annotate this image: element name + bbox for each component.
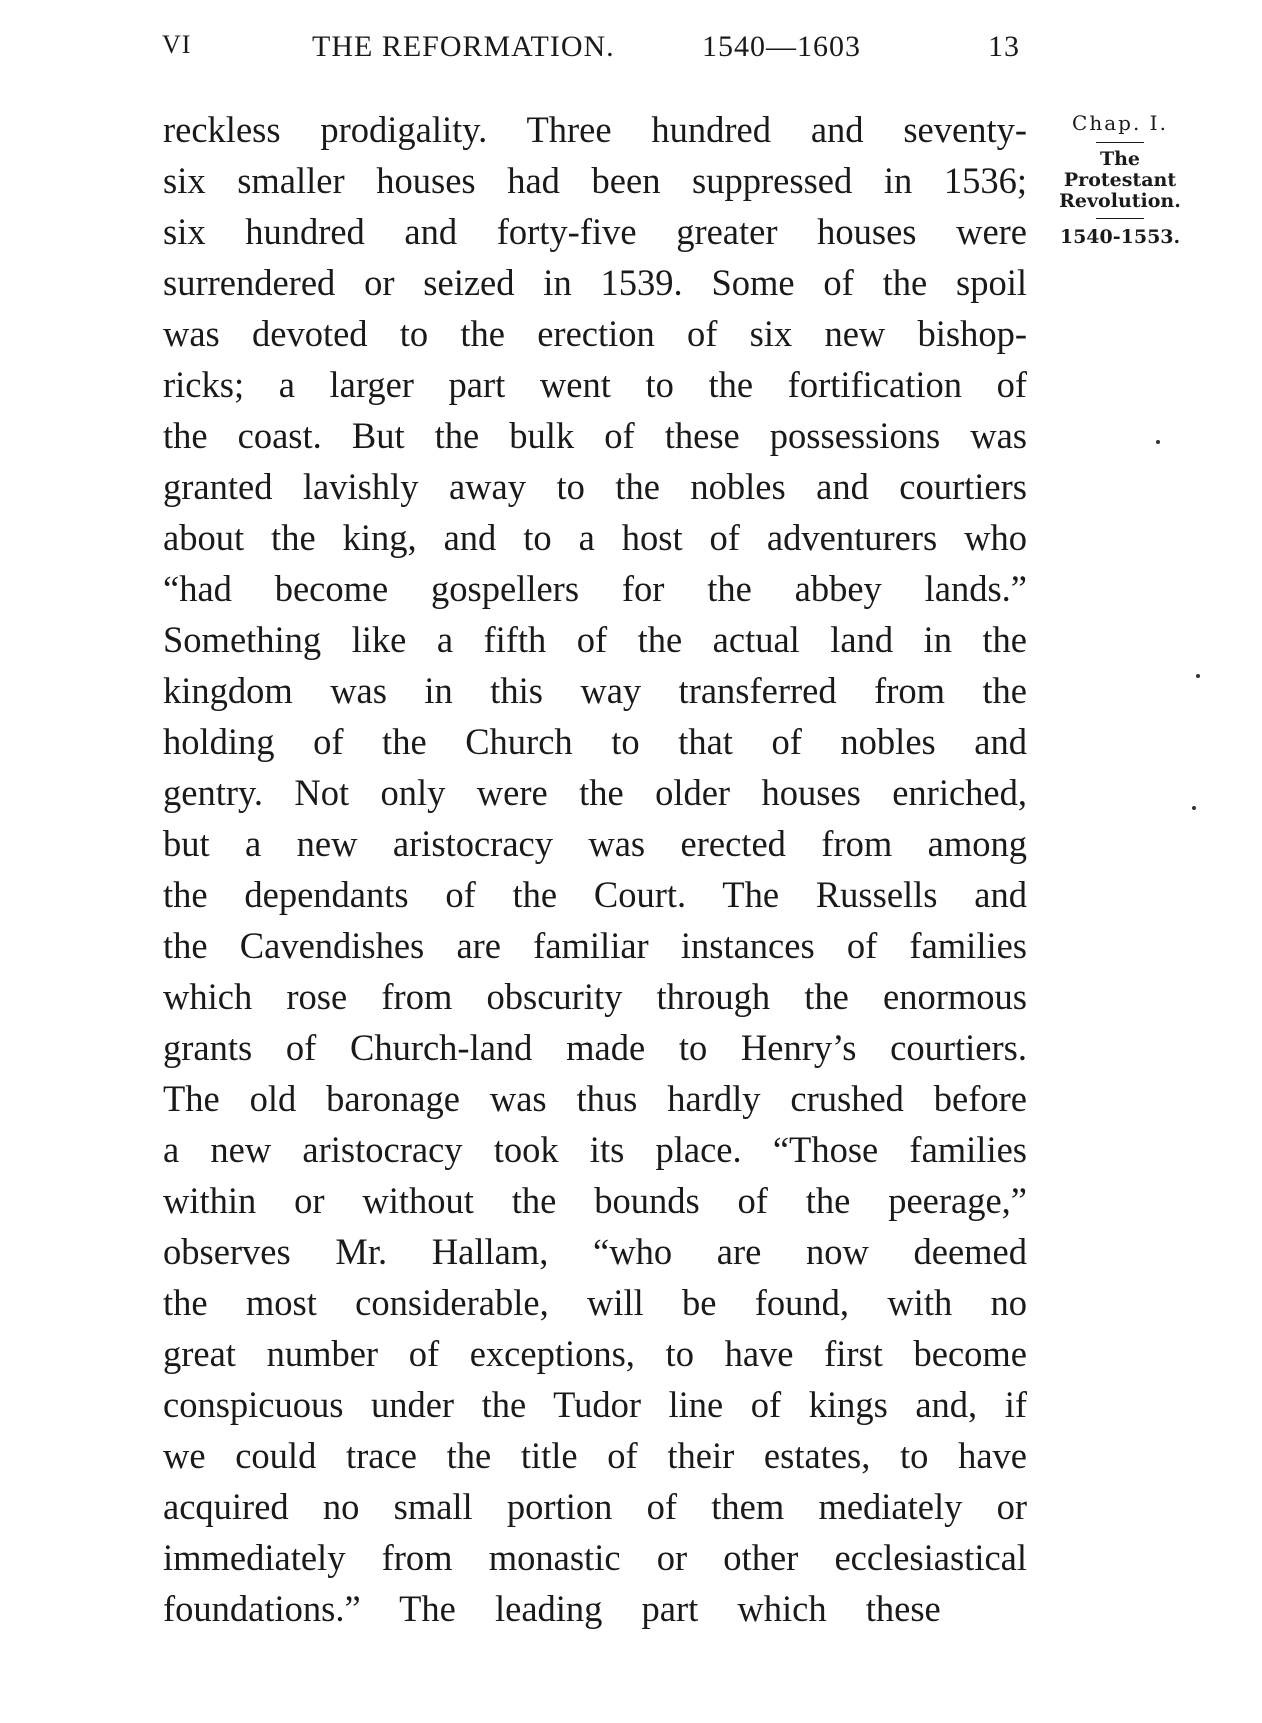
text-line: holding of the Church to that of nobles and (163, 721, 1027, 762)
text-line: a new aristocracy took its place. “Those families (163, 1129, 1027, 1170)
text-line: The old baronage was thus hardly crushed before (163, 1078, 1027, 1119)
text-line: Something like a fifth of the actual land in the (163, 619, 1027, 660)
text-line: about the king, and to a host of adventurers who (163, 517, 1027, 558)
text-line: surrendered or seized in 1539. Some of the spoil (163, 262, 1027, 303)
text-line: kingdom was in this way transferred from the (163, 670, 1027, 711)
print-speck (1156, 440, 1160, 444)
text-line: conspicuous under the Tudor line of kings and, if (163, 1384, 1027, 1425)
text-line: observes Mr. Hallam, “who are now deemed (163, 1231, 1027, 1272)
section-dates: 1540-1553. (1059, 226, 1181, 248)
running-dates: 1540—1603 (702, 30, 861, 63)
text-line: gentry. Not only were the older houses enriched, (163, 772, 1027, 813)
chapter-label: Chap. I. (1072, 111, 1168, 135)
text-line: the dependants of the Court. The Russells and (163, 874, 1027, 915)
text-line: granted lavishly away to the nobles and courtiers (163, 466, 1027, 507)
text-line: within or without the bounds of the peerage,” (163, 1180, 1027, 1221)
text-line: foundations.” The leading part which these (163, 1588, 941, 1629)
text-line: “had become gospellers for the abbey lands.” (163, 568, 1027, 609)
margin-notes (1040, 110, 1200, 249)
print-speck (1196, 674, 1200, 678)
text-line: the most considerable, will be found, with no (163, 1282, 1027, 1323)
print-speck (1192, 806, 1196, 810)
section-label-line: The (1099, 148, 1141, 170)
text-line: which rose from obscurity through the enormous (163, 976, 1027, 1017)
text-line: reckless prodigality. Three hundred and seventy- (163, 109, 1027, 150)
text-line: we could trace the title of their estates, to have (163, 1435, 1027, 1476)
text-line: was devoted to the erection of six new bishop- (163, 313, 1027, 354)
text-line: great number of exceptions, to have first become (163, 1333, 1027, 1374)
section-label-line: Protestant (1063, 169, 1177, 191)
text-line: six smaller houses had been suppressed in 1536; (163, 160, 1027, 201)
text-line: immediately from monastic or other ecclesiastical (163, 1537, 1027, 1578)
running-header (150, 30, 1030, 70)
text-line: grants of Church-land made to Henry’s courtiers. (163, 1027, 1027, 1068)
book-number: VI (162, 30, 192, 59)
text-line: but a new aristocracy was erected from among (163, 823, 1027, 864)
text-line: six hundred and forty-five greater houses were (163, 211, 1027, 252)
running-title: THE REFORMATION. (312, 30, 615, 63)
text-line: acquired no small portion of them mediately or (163, 1486, 1027, 1527)
divider (1096, 142, 1144, 143)
section-label-line: Revolution. (1059, 190, 1181, 212)
text-line: the coast. But the bulk of these possessions was (163, 415, 1027, 456)
page-number: 13 (988, 30, 1020, 63)
body-text (163, 104, 1027, 1634)
text-line: the Cavendishes are familiar instances of families (163, 925, 1027, 966)
divider (1096, 218, 1144, 219)
text-line: ricks; a larger part went to the fortification of (163, 364, 1027, 405)
